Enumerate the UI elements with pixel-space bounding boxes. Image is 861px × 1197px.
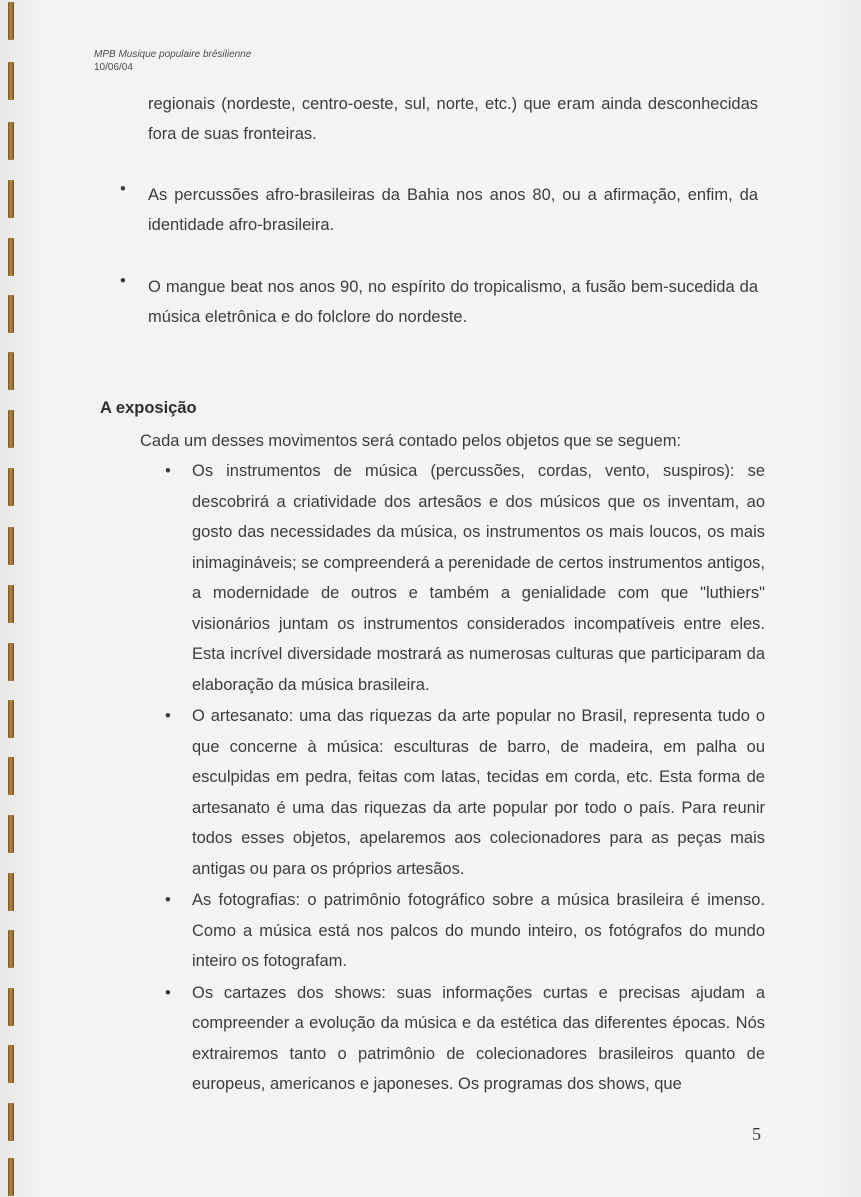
page-number: 5 bbox=[752, 1124, 761, 1144]
intro-paragraph: regionais (nordeste, centro-oeste, sul, norte, etc.) que eram ainda desconhecidas fora de suas fronteiras. bbox=[148, 95, 758, 143]
list-item bbox=[165, 456, 765, 700]
list-item bbox=[165, 885, 765, 977]
document-date: 10/06/04 bbox=[94, 62, 133, 73]
bullet-marker: • bbox=[165, 891, 171, 909]
top-bullet-text: As percussões afro-brasileiras da Bahia nos anos 80, ou a afirmação, enfim, da identidade afro-brasileira. bbox=[148, 186, 758, 234]
bullet-marker: • bbox=[120, 272, 126, 290]
binding-holes bbox=[0, 0, 20, 1197]
top-bullet-item bbox=[148, 272, 758, 332]
exhibition-items-list bbox=[165, 456, 765, 1101]
top-bullet-text: O mangue beat nos anos 90, no espírito do tropicalismo, a fusão bem-sucedida da música eletrônica e do folclore do nordeste. bbox=[148, 278, 758, 326]
section-intro: Cada um desses movimentos será contado pelos objetos que se seguem: bbox=[140, 432, 682, 450]
list-item-text: O artesanato: uma das riquezas da arte popular no Brasil, representa tudo o que concerne à música: esculturas de barro, de madeira, em palha ou esculpidas em pedra, feitas com latas, tecidas em corda, etc. Esta forma de artesanato é uma das riquezas da arte popular por todo o país. Para reunir todos esses objetos, apelaremos aos colecionadores para as peças mais antigas ou para os próprios artesãos. bbox=[192, 707, 765, 878]
bullet-marker: • bbox=[165, 983, 171, 1002]
document-title: MPB Musique populaire brésilienne bbox=[94, 49, 252, 60]
list-item-text: Os instrumentos de música (percussões, cordas, vento, suspiros): se descobrirá a criatividade dos artesãos e dos músicos que os inventam, ao gosto das necessidades da música, os instrumentos os mais loucos, os mais inimagináveis; se compreenderá a perenidade de certos instrumentos antigos, a modernidade de outros e também a genialidade com que "luthiers" visionários juntam os instrumentos considerados incompatíveis entre eles. Esta incrível diversidade mostrará as numerosas culturas que participaram da elaboração da música brasileira. bbox=[192, 462, 765, 694]
bullet-marker: • bbox=[165, 462, 171, 480]
list-item bbox=[165, 978, 765, 1100]
page-header bbox=[94, 48, 251, 74]
bullet-marker: • bbox=[165, 707, 171, 725]
list-item bbox=[165, 701, 765, 884]
bullet-marker: • bbox=[120, 180, 126, 198]
list-item-text: As fotografias: o patrimônio fotográfico sobre a música brasileira é imenso. Como a música está nos palcos do mundo inteiro, os fotógrafos do mundo inteiro os fotografam. bbox=[192, 891, 765, 970]
list-item-text: Os cartazes dos shows: suas informações curtas e precisas ajudam a compreender a evolução da música e da estética das diferentes épocas. Nós extrairemos tanto o patrimônio de colecionadores brasileiros quanto de europeus, americanos e japoneses. Os programas dos shows, que bbox=[192, 983, 765, 1093]
section-heading: A exposição bbox=[100, 399, 197, 417]
top-bullet-item bbox=[148, 180, 758, 240]
